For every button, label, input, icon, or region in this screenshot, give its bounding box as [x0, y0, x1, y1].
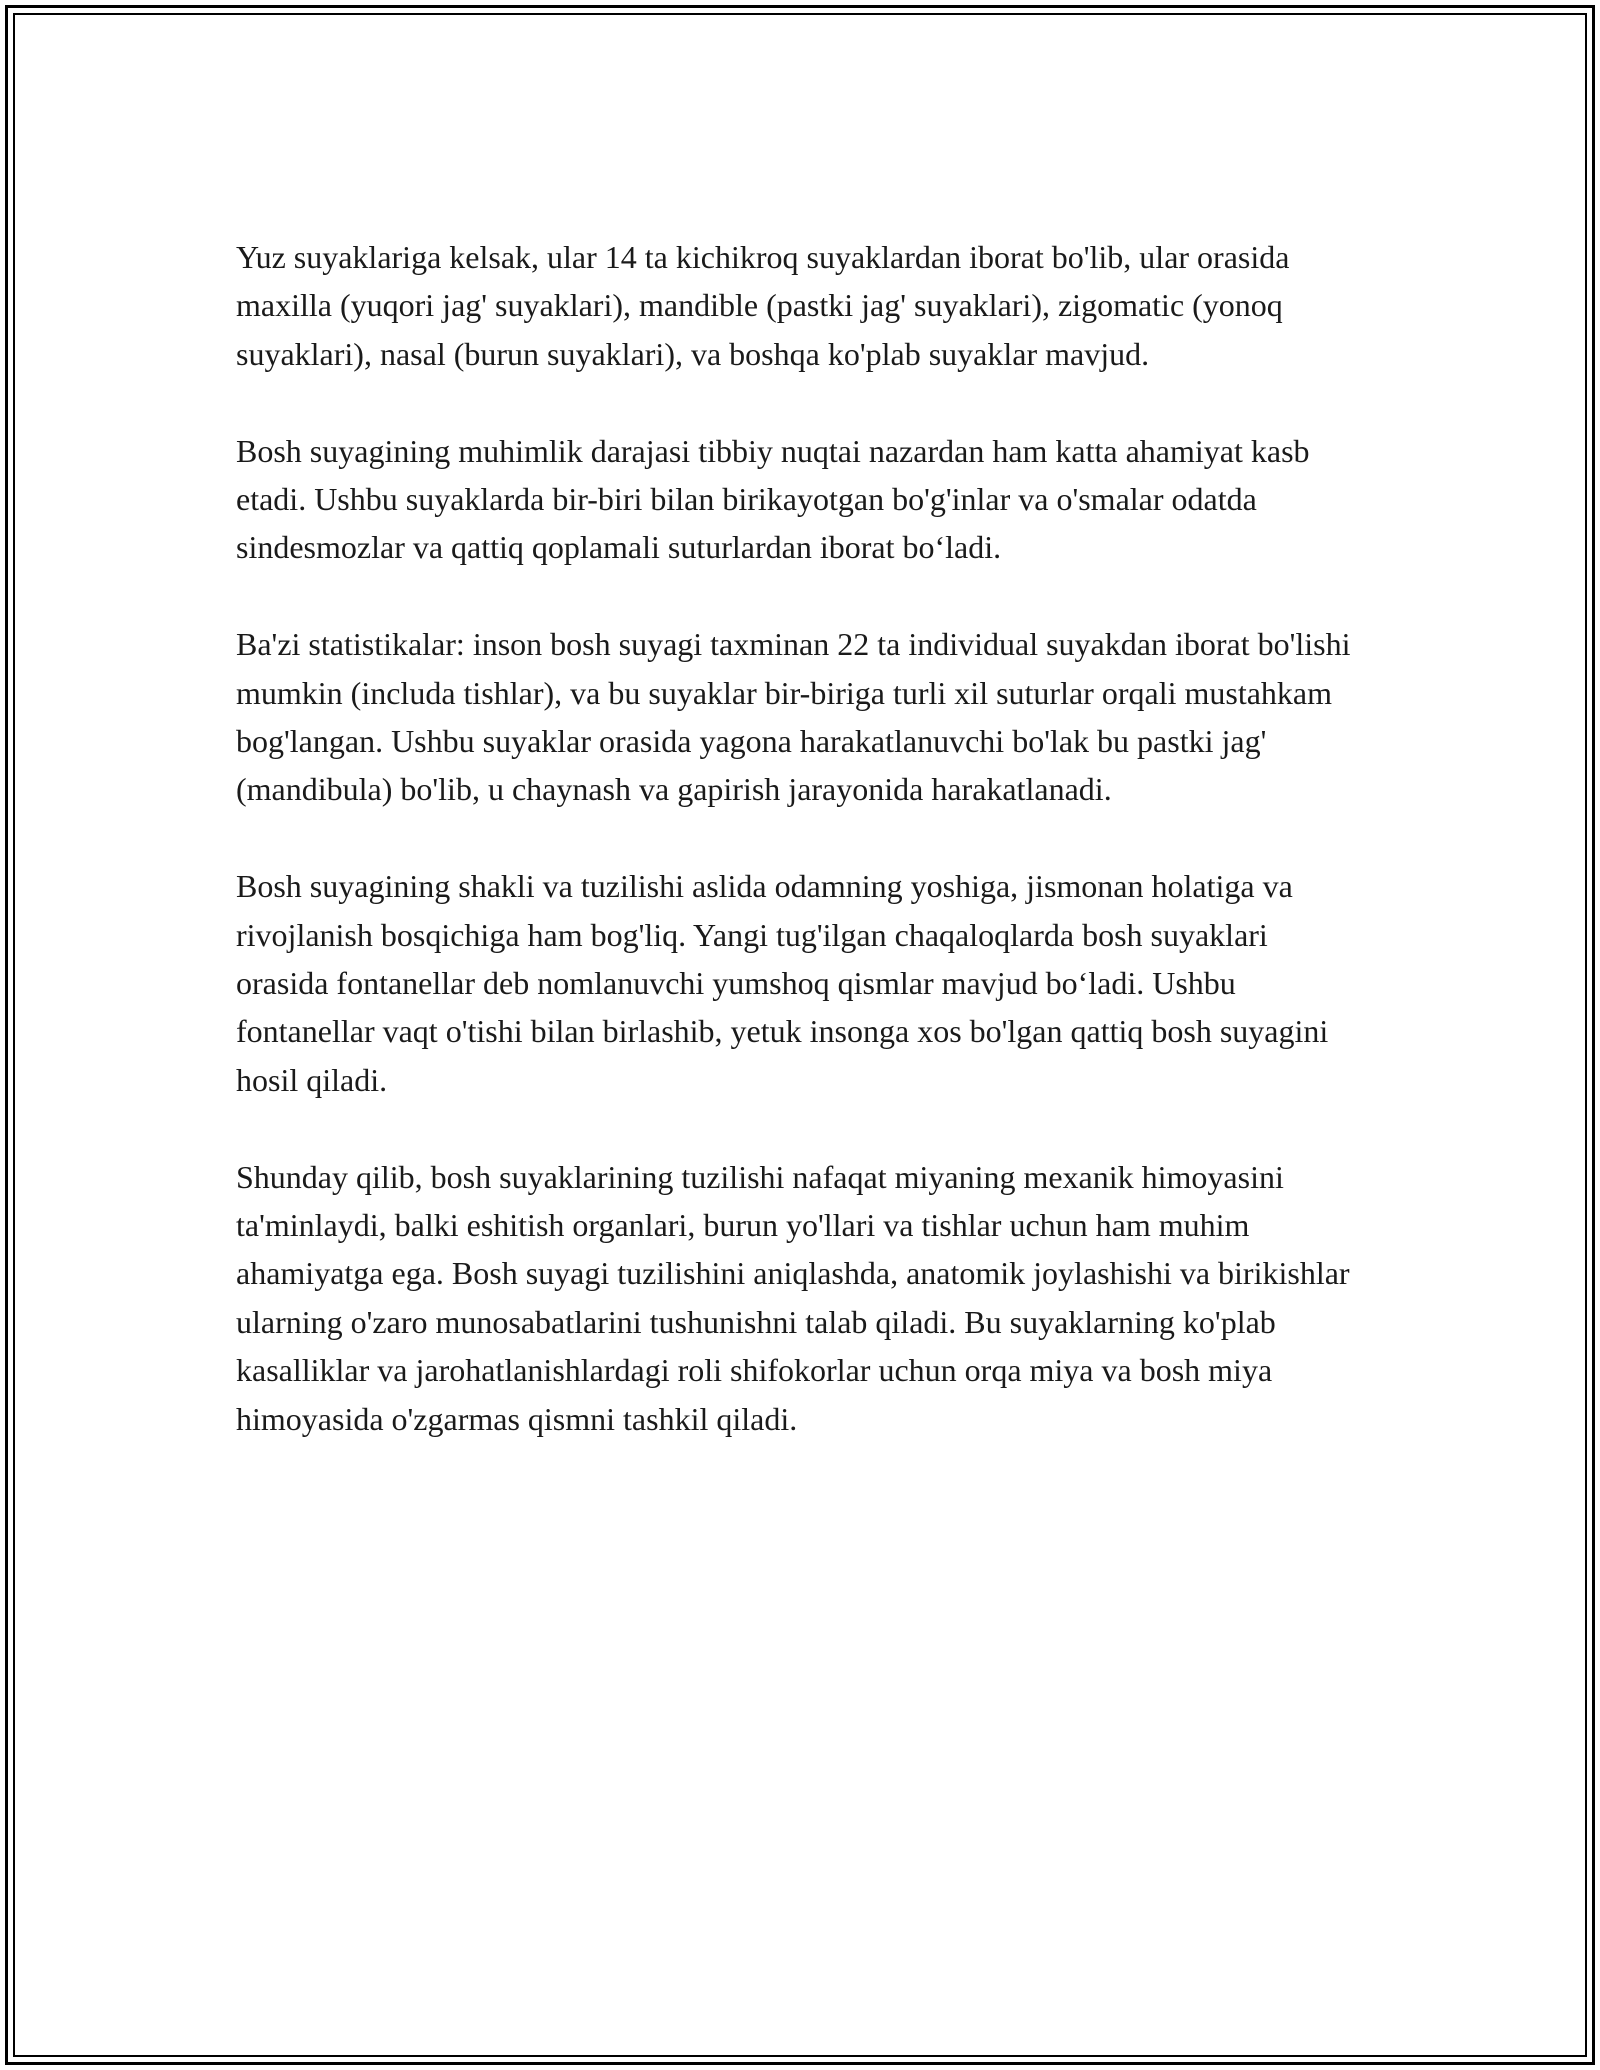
paragraph-5: Shunday qilib, bosh suyaklarining tuzilishi nafaqat miyaning mexanik himoyasini ta'minlaydi, balki eshitish organlari, burun yo'llari va tishlar uchun ham muhim ahamiyatga ega. Bosh suyagi tuzilishini aniqlashda, anatomik joylashishi va birikishlar ularning o'zaro munosabatlarini tushunishni talab qiladi. Bu suyaklarning ko'plab kasalliklar va jarohatlanishlardagi roli shifokorlar uchun orqa miya va bosh miya himoyasida o'zgarmas qismni tashkil qiladi.	[236, 1158, 1350, 1437]
paragraph-4: Bosh suyagining shakli va tuzilishi aslida odamning yoshiga, jismonan holatiga va rivojlanish bosqichiga ham bog'liq. Yangi tug'ilgan chaqaloqlarda bosh suyaklari orasida fontanellar deb nomlanuvchi yumshoq qismlar mavjud bo‘ladi. Ushbu fontanellar vaqt o'tishi bilan birlashib, yetuk insonga xos bo'lgan qattiq bosh suyagini hosil qiladi.	[236, 868, 1329, 1098]
document-body	[236, 233, 1366, 1491]
paragraph-1: Yuz suyaklariga kelsak, ular 14 ta kichikroq suyaklardan iborat bo'lib, ular orasida maxilla (yuqori jag' suyaklari), mandible (pastki jag' suyaklari), zigomatic (yonoq suyaklari), nasal (burun suyaklari), va boshqa ko'plab suyaklar mavjud.	[236, 239, 1290, 372]
paragraph-3: Ba'zi statistikalar: inson bosh suyagi taxminan 22 ta individual suyakdan iborat bo'lishi mumkin (includa tishlar), va bu suyaklar bir-biriga turli xil suturlar orqali mustahkam bog'langan. Ushbu suyaklar orasida yagona harakatlanuvchi bo'lak bu pastki jag' (mandibula) bo'lib, u chaynash va gapirish jarayonida harakatlanadi.	[236, 626, 1351, 808]
paragraph-2: Bosh suyagining muhimlik darajasi tibbiy nuqtai nazardan ham katta ahamiyat kasb etadi. Ushbu suyaklarda bir-biri bilan birikayotgan bo'g'inlar va o'smalar odatda sindesmozlar va qattiq qoplamali suturlardan iborat bo‘ladi.	[236, 432, 1310, 566]
